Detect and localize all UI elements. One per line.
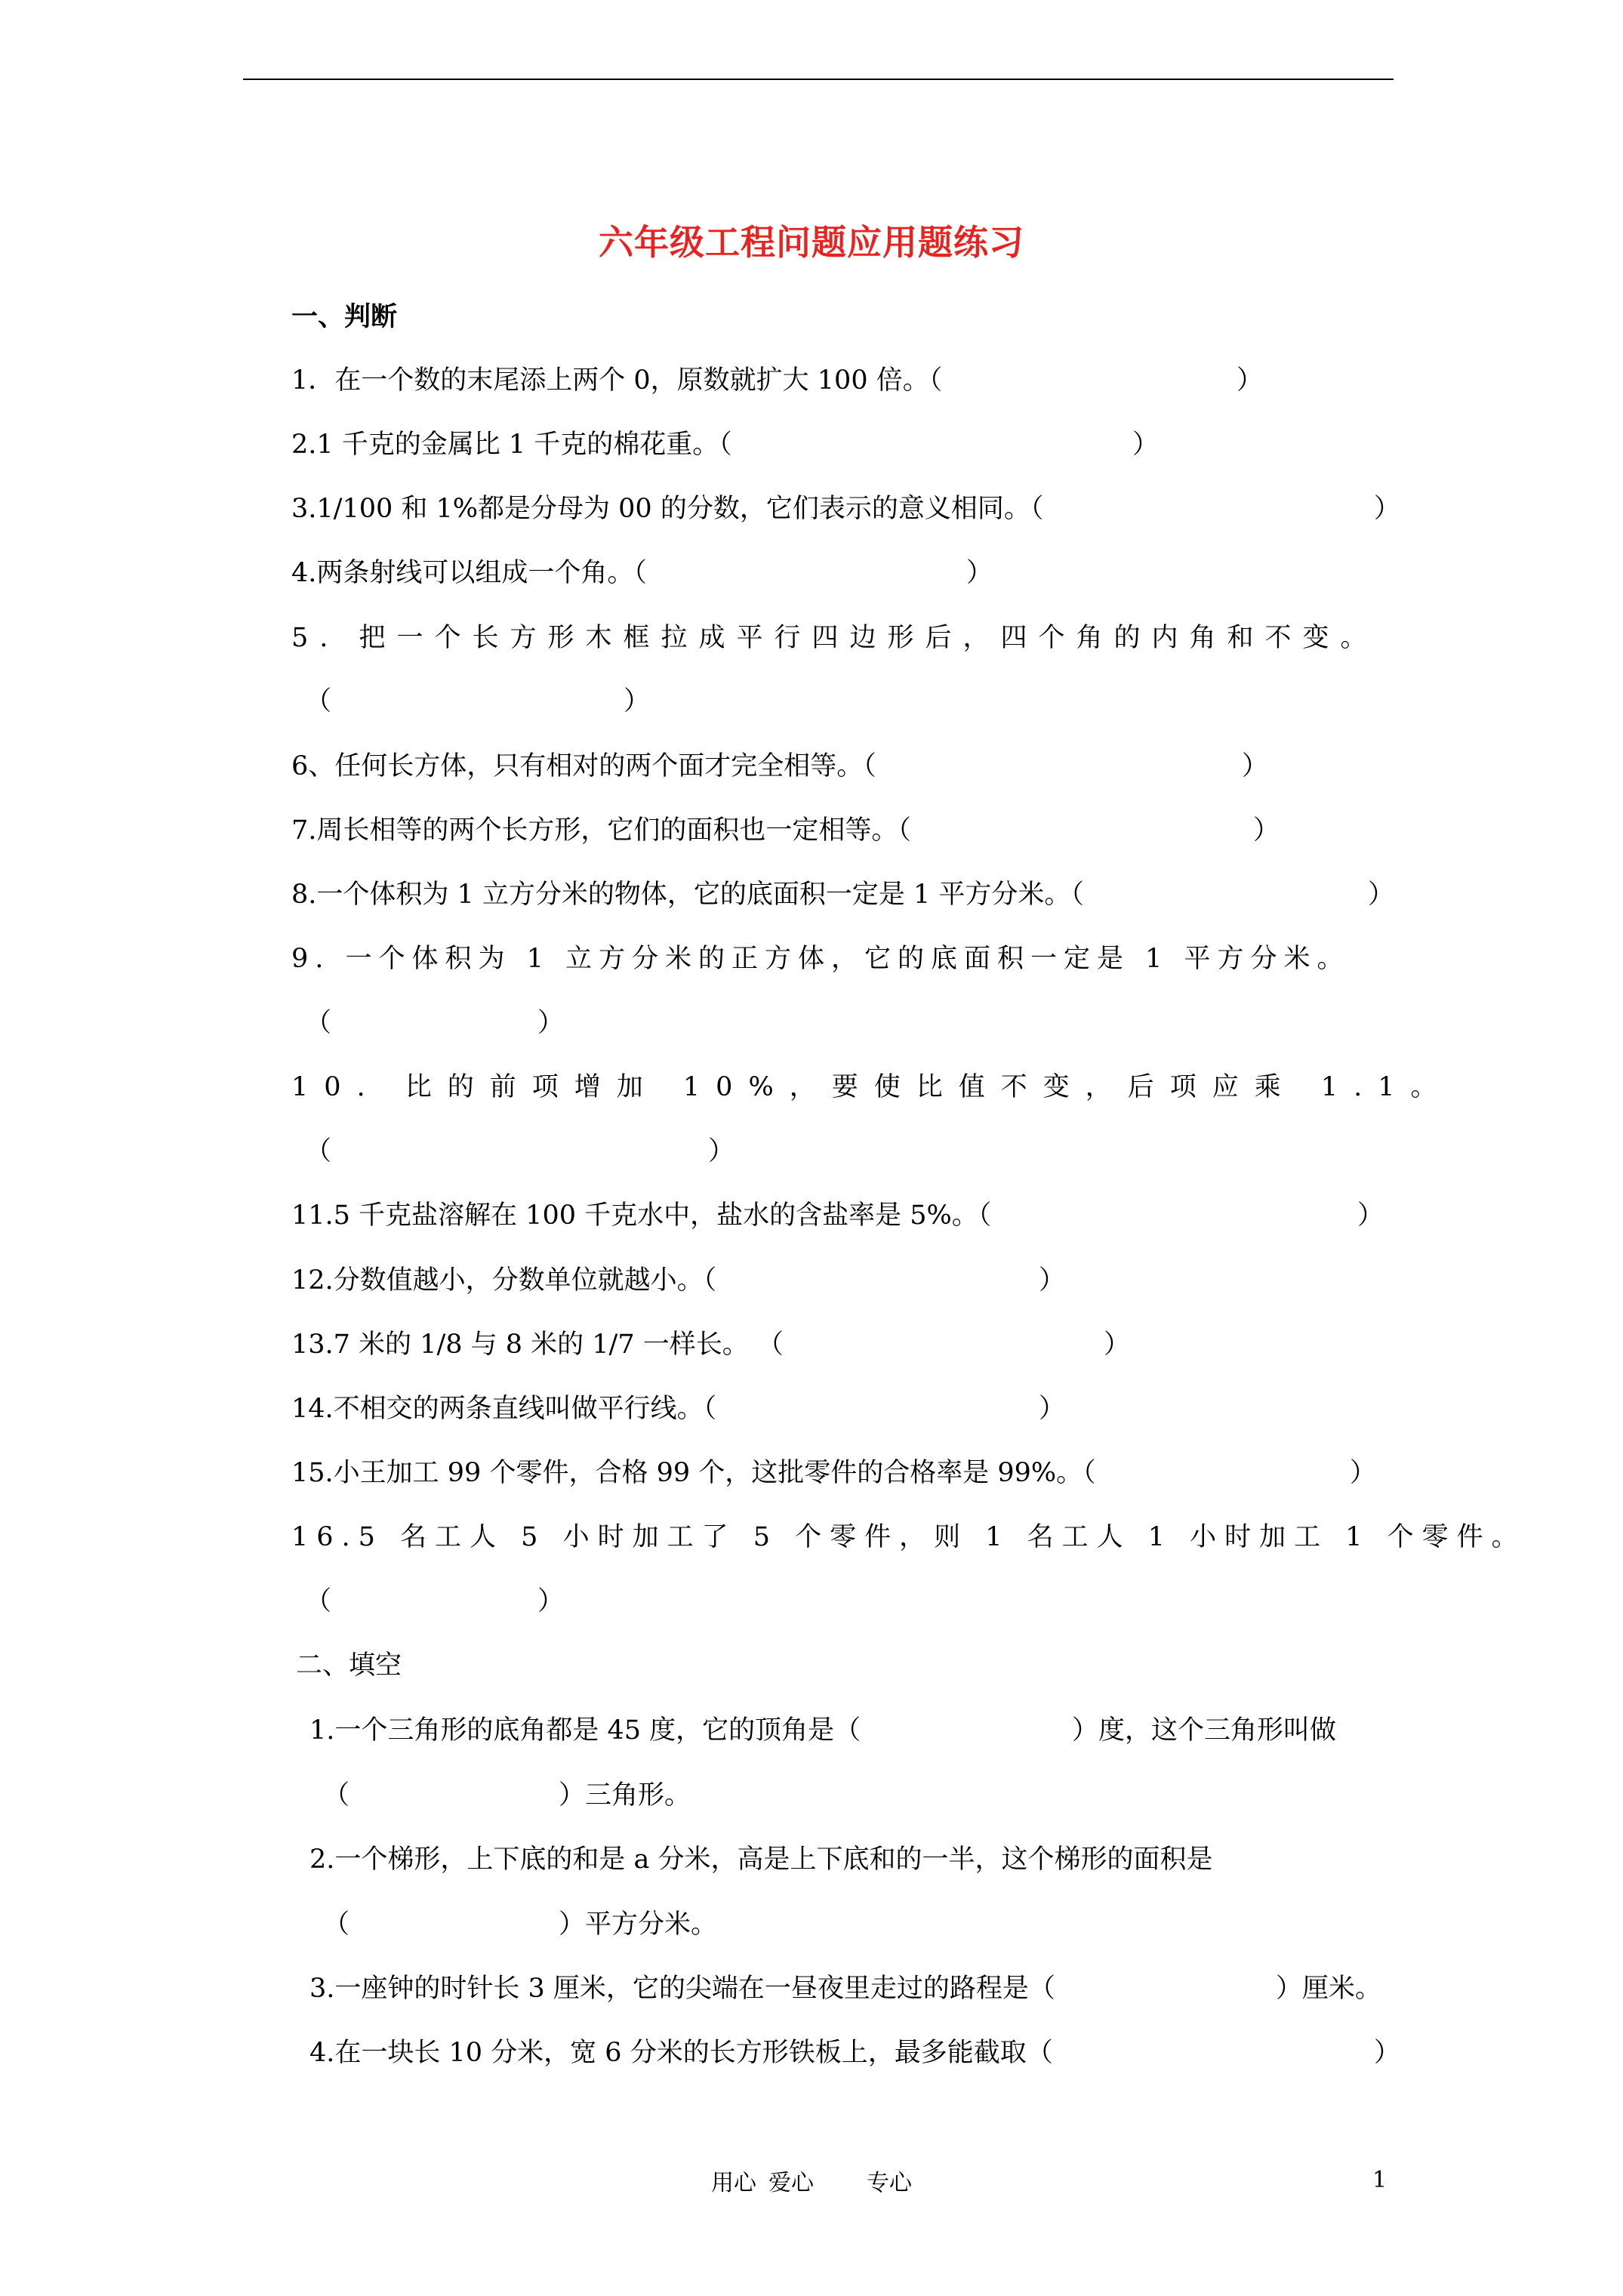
question-7: 7.周长相等的两个长方形，它们的面积也一定相等。（: [291, 815, 911, 846]
question-4-close: ）: [966, 558, 993, 588]
question-7-close: ）: [1253, 815, 1280, 846]
footer-word-3: 专心: [867, 2170, 912, 2196]
section2-heading: 二、填空: [296, 1650, 402, 1681]
fill-1: 1.一个三角形的底角都是 45 度，它的顶角是（: [310, 1715, 861, 1746]
question-12: 12.分数值越小，分数单位就越小。（: [291, 1265, 717, 1296]
fill-3-close: ）厘米。: [1276, 1974, 1382, 2004]
question-5-open: （: [305, 686, 332, 717]
question-5: 5. 把一个长方形木框拉成平行四边形后，四个角的内角和不变。: [291, 623, 1378, 653]
question-10: 10. 比的前项增加 10%，要使比值不变，后项应乘 1.1。: [291, 1072, 1453, 1102]
question-12-close: ）: [1039, 1265, 1066, 1296]
question-16: 16.5 名工人 5 小时加工了 5 个零件，则 1 名工人 1 小时加工 1 个零件。: [291, 1522, 1526, 1552]
fill-1-open: （: [323, 1780, 350, 1811]
question-9-open: （: [305, 1008, 332, 1038]
fill-1-close: ）三角形。: [559, 1780, 691, 1811]
question-14: 14.不相交的两条直线叫做平行线。（: [291, 1394, 717, 1424]
question-10-close: ）: [708, 1136, 735, 1166]
page-title: 六年级工程问题应用题练习: [599, 222, 1024, 263]
page-number: 1: [1372, 2167, 1387, 2193]
question-16-close: ）: [537, 1586, 565, 1616]
question-16-open: （: [305, 1586, 332, 1616]
fill-4: 4.在一块长 10 分米，宽 6 分米的长方形铁板上，最多能截取（: [310, 2038, 1053, 2068]
question-6: 6、任何长方体，只有相对的两个面才完全相等。（: [291, 751, 876, 781]
question-14-close: ）: [1039, 1394, 1066, 1424]
fill-3: 3.一座钟的时针长 3 厘米，它的尖端在一昼夜里走过的路程是（: [310, 1974, 1055, 2004]
question-6-close: ）: [1242, 751, 1269, 781]
question-15: 15.小王加工 99 个零件，合格 99 个，这批零件的合格率是 99%。（: [291, 1458, 1096, 1488]
header-rule: [243, 79, 1394, 80]
question-1: 1．在一个数的末尾添上两个 0，原数就扩大 100 倍。（: [291, 365, 943, 396]
fill-4-close: ）: [1374, 2038, 1401, 2068]
question-5-close: ）: [624, 686, 651, 717]
fill-2-close: ）平方分米。: [559, 1909, 718, 1940]
question-1-close: ）: [1236, 365, 1264, 396]
footer-word-2: 爱心: [768, 2170, 814, 2196]
question-8-close: ）: [1368, 880, 1395, 910]
footer-word-1: 用心: [711, 2170, 756, 2196]
question-2: 2.1 千克的金属比 1 千克的棉花重。（: [291, 430, 732, 460]
question-11-close: ）: [1357, 1200, 1384, 1231]
question-10-open: （: [305, 1136, 332, 1166]
question-9: 9. 一个体积为 1 立方分米的正方体，它的底面积一定是 1 平方分米。: [291, 944, 1350, 974]
question-9-close: ）: [537, 1008, 565, 1038]
fill-2-open: （: [323, 1909, 350, 1940]
question-11: 11.5 千克盐溶解在 100 千克水中，盐水的含盐率是 5%。（: [291, 1200, 992, 1231]
fill-2: 2.一个梯形，上下底的和是 a 分米，高是上下底和的一半，这个梯形的面积是: [310, 1845, 1213, 1875]
question-8: 8.一个体积为 1 立方分米的物体，它的底面积一定是 1 平方分米。（: [291, 880, 1084, 910]
question-15-close: ）: [1350, 1458, 1377, 1488]
question-4: 4.两条射线可以组成一个角。（: [291, 558, 647, 588]
fill-1-mid: ）度，这个三角形叫做: [1072, 1715, 1337, 1746]
question-3: 3.1/100 和 1%都是分母为 00 的分数，它们表示的意义相同。（: [291, 494, 1044, 524]
question-13-close: ）: [1104, 1330, 1131, 1360]
question-3-close: ）: [1374, 494, 1401, 524]
question-2-close: ）: [1132, 430, 1160, 460]
question-13: 13.7 米的 1/8 与 8 米的 1/7 一样长。 （: [291, 1330, 784, 1360]
section1-heading: 一、判断: [291, 301, 398, 332]
